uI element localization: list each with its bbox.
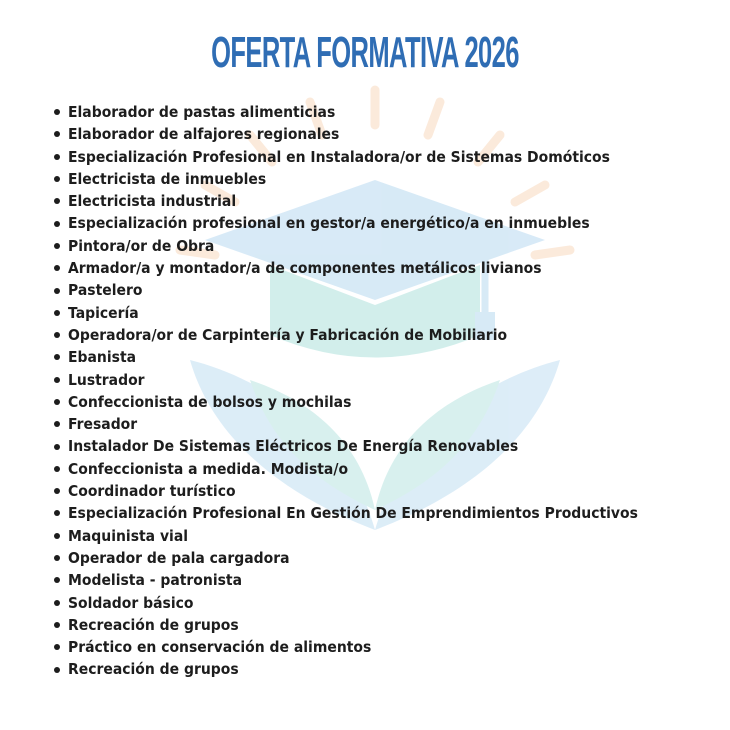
- bullet-icon: [54, 577, 60, 583]
- course-name: Maquinista vial: [68, 526, 189, 545]
- course-name: Tapicería: [68, 303, 139, 322]
- course-name: Práctico en conservación de alimentos: [68, 638, 372, 657]
- list-item: [54, 235, 681, 257]
- list-item: [54, 123, 681, 145]
- course-name: Confeccionista a medida. Modista/o: [68, 459, 349, 478]
- bullet-icon: [54, 555, 60, 561]
- bullet-icon: [54, 377, 60, 383]
- course-name: Fresador: [68, 415, 138, 434]
- bullet-icon: [54, 154, 60, 160]
- bullet-icon: [54, 444, 60, 450]
- list-item: [54, 146, 681, 168]
- list-item: [54, 212, 681, 234]
- bullet-icon: [54, 600, 60, 606]
- list-item: [54, 413, 681, 435]
- list-item: [54, 458, 681, 480]
- course-name: Soldador básico: [68, 593, 194, 612]
- course-name: Especialización Profesional En Gestión De Emprendimientos Productivos: [68, 504, 638, 523]
- bullet-icon: [54, 354, 60, 360]
- bullet-icon: [54, 265, 60, 271]
- bullet-icon: [54, 109, 60, 115]
- list-item: [54, 569, 681, 591]
- bullet-icon: [54, 466, 60, 472]
- course-name: Elaborador de alfajores regionales: [68, 125, 340, 144]
- bullet-icon: [54, 399, 60, 405]
- course-name: Pastelero: [68, 281, 143, 300]
- list-item: [54, 257, 681, 279]
- course-list: [54, 101, 681, 681]
- list-item: [54, 480, 681, 502]
- bullet-icon: [54, 243, 60, 249]
- list-item: [54, 302, 681, 324]
- list-item: [54, 592, 681, 614]
- list-item: [54, 636, 681, 658]
- course-name: Especialización profesional en gestor/a energético/a en inmuebles: [68, 214, 590, 233]
- bullet-icon: [54, 221, 60, 227]
- bullet-icon: [54, 533, 60, 539]
- list-item: [54, 525, 681, 547]
- bullet-icon: [54, 667, 60, 673]
- bullet-icon: [54, 510, 60, 516]
- course-name: Armador/a y montador/a de componentes metálicos livianos: [68, 259, 542, 278]
- bullet-icon: [54, 488, 60, 494]
- course-name: Instalador De Sistemas Eléctricos De Energía Renovables: [68, 437, 519, 456]
- course-name: Lustrador: [68, 370, 145, 389]
- list-item: [54, 369, 681, 391]
- list-item: [54, 168, 681, 190]
- course-name: Especialización Profesional en Instaladora/or de Sistemas Domóticos: [68, 147, 610, 166]
- course-name: Operador de pala cargadora: [68, 548, 290, 567]
- course-name: Electricista industrial: [68, 192, 237, 211]
- bullet-icon: [54, 421, 60, 427]
- bullet-icon: [54, 310, 60, 316]
- list-item: [54, 190, 681, 212]
- course-name: Recreación de grupos: [68, 615, 239, 634]
- course-name: Confeccionista de bolsos y mochilas: [68, 392, 352, 411]
- list-item: [54, 502, 681, 524]
- course-name: Coordinador turístico: [68, 482, 236, 501]
- bullet-icon: [54, 198, 60, 204]
- list-item: [54, 614, 681, 636]
- bullet-icon: [54, 131, 60, 137]
- course-name: Operadora/or de Carpintería y Fabricación de Mobiliario: [68, 325, 508, 344]
- bullet-icon: [54, 288, 60, 294]
- list-item: [54, 324, 681, 346]
- page-title: OFERTA FORMATIVA 2026: [211, 28, 519, 77]
- bullet-icon: [54, 644, 60, 650]
- list-item: [54, 346, 681, 368]
- list-item: [54, 547, 681, 569]
- list-item: [54, 101, 681, 123]
- bullet-icon: [54, 622, 60, 628]
- bullet-icon: [54, 176, 60, 182]
- course-name: Electricista de inmuebles: [68, 169, 267, 188]
- course-name: Ebanista: [68, 348, 137, 367]
- list-item: [54, 279, 681, 301]
- list-item: [54, 435, 681, 457]
- list-item: [54, 391, 681, 413]
- course-name: Pintora/or de Obra: [68, 236, 215, 255]
- list-item: [54, 658, 681, 680]
- course-name: Modelista - patronista: [68, 571, 242, 590]
- course-name: Elaborador de pastas alimenticias: [68, 103, 336, 121]
- bullet-icon: [54, 332, 60, 338]
- course-name: Recreación de grupos: [68, 660, 239, 679]
